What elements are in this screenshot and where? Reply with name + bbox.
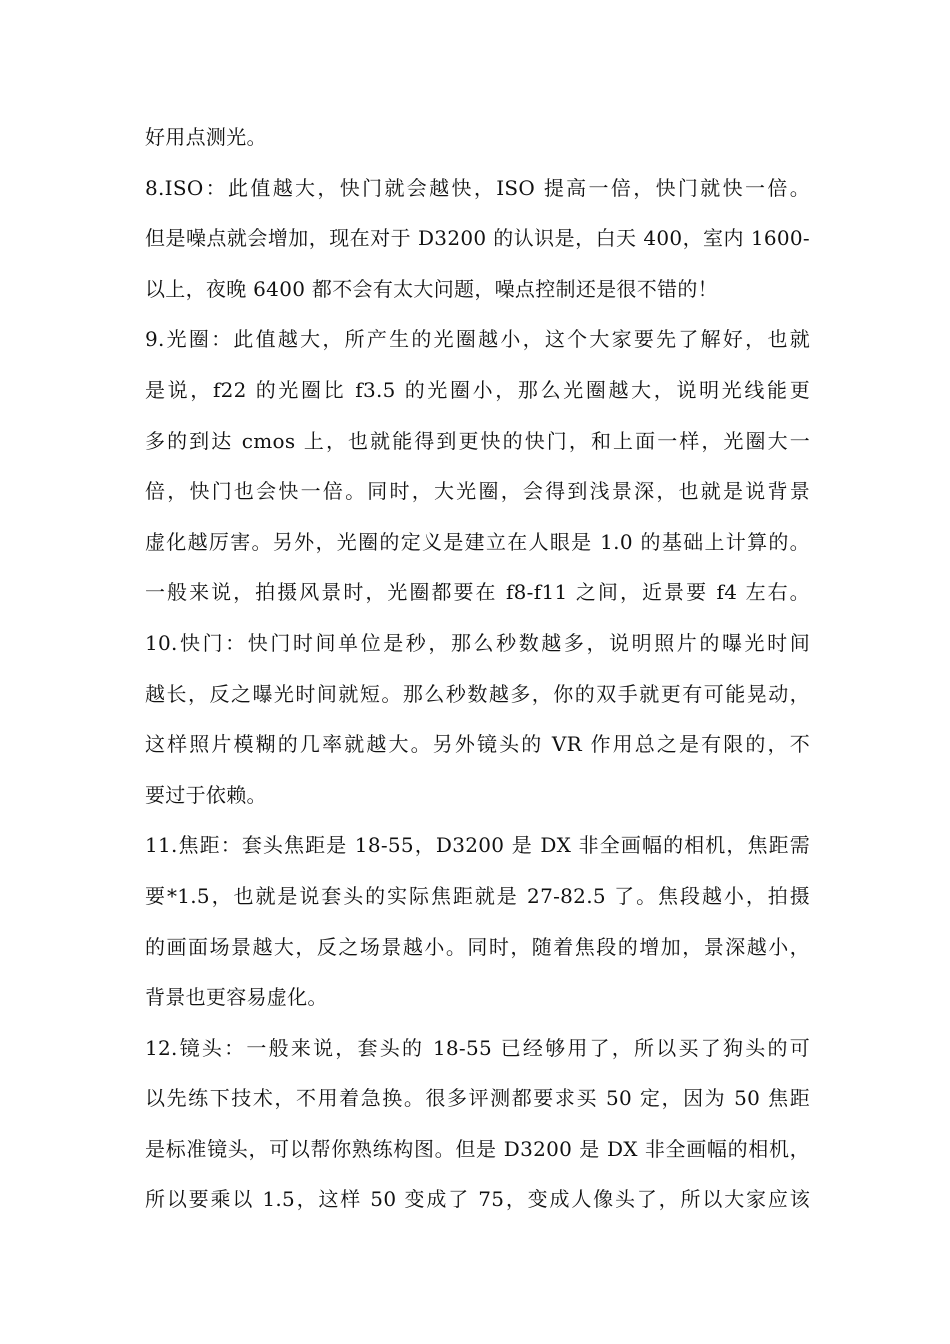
text-line: 要过于依赖。 (145, 782, 267, 807)
text-line: 越长，反之曝光时间就短。那么秒数越多，你的双手就更有可能晃动， (145, 681, 810, 706)
text-line: 但是噪点就会增加，现在对于 D3200 的认识是，白天 400，室内 1600- (145, 226, 810, 251)
text-line: 倍，快门也会快一倍。同时，大光圈，会得到浅景深，也就是说背景 (145, 479, 810, 504)
text-line: 的画面场景越大，反之场景越小。同时，随着焦段的增加，景深越小， (145, 934, 810, 959)
text-line: 好用点测光。 (145, 125, 267, 149)
text-line: 多的到达 cmos 上，也就能得到更快的快门，和上面一样，光圈大一 (145, 428, 810, 453)
text-line: 12.镜头：一般来说，套头的 18-55 已经够用了，所以买了狗头的可 (145, 1035, 810, 1060)
text-line: 11.焦距：套头焦距是 18-55，D3200 是 DX 非全画幅的相机，焦距需 (145, 833, 810, 858)
text-line: 是标准镜头，可以帮你熟练构图。但是 D3200 是 DX 非全画幅的相机， (145, 1136, 810, 1161)
text-line: 10.快门：快门时间单位是秒，那么秒数越多，说明照片的曝光时间 (145, 630, 810, 655)
text-line: 要*1.5，也就是说套头的实际焦距就是 27-82.5 了。焦段越小，拍摄 (145, 883, 810, 908)
text-line: 是说，f22 的光圈比 f3.5 的光圈小，那么光圈越大，说明光线能更 (145, 377, 810, 402)
text-line: 9.光圈：此值越大，所产生的光圈越小，这个大家要先了解好，也就 (145, 327, 810, 352)
text-line: 8.ISO：此值越大，快门就会越快，ISO 提高一倍，快门就快一倍。 (145, 175, 810, 200)
text-line: 以先练下技术，不用着急换。很多评测都要求买 50 定，因为 50 焦距 (145, 1086, 810, 1111)
text-line: 背景也更容易虚化。 (145, 985, 328, 1010)
text-line: 一般来说，拍摄风景时，光圈都要在 f8-f11 之间，近景要 f4 左右。 (145, 580, 810, 605)
text-line: 所以要乘以 1.5，这样 50 变成了 75，变成人像头了，所以大家应该 (145, 1187, 810, 1212)
text-line: 以上，夜晚 6400 都不会有太大问题，噪点控制还是很不错的！ (145, 276, 718, 301)
text-line: 虚化越厉害。另外，光圈的定义是建立在人眼是 1.0 的基础上计算的。 (145, 529, 810, 554)
document-body (145, 112, 810, 1225)
text-line: 这样照片模糊的几率就越大。另外镜头的 VR 作用总之是有限的，不 (145, 732, 810, 757)
